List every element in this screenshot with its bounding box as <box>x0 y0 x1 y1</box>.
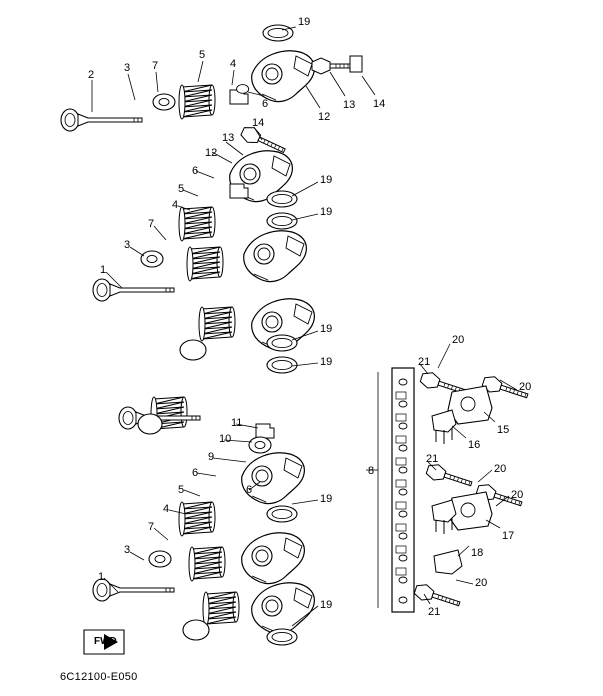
camshaft-rail-8 <box>366 368 414 612</box>
callout-6: 6 <box>262 98 269 110</box>
callout-21c: 21 <box>428 606 441 618</box>
callout-18: 18 <box>471 547 484 559</box>
callout-19c: 19 <box>320 206 333 218</box>
fwd-label-box <box>82 629 126 655</box>
callout-14: 14 <box>373 98 386 110</box>
callout-7b: 7 <box>148 218 155 230</box>
callout-11: 11 <box>231 417 243 429</box>
callout-4b: 4 <box>172 199 179 211</box>
callout-13b: 13 <box>222 132 235 144</box>
callout-4c: 4 <box>163 503 170 515</box>
callout-1b: 1 <box>98 571 105 583</box>
callout-10: 10 <box>219 433 232 445</box>
fwd-label: FWD <box>94 636 117 647</box>
callout-14b: 14 <box>252 117 265 129</box>
callout-15: 15 <box>497 424 510 436</box>
callout-16: 16 <box>468 439 481 451</box>
callout-21b: 21 <box>426 453 439 465</box>
callout-20e: 20 <box>475 577 488 589</box>
callout-6d: 6 <box>246 484 253 496</box>
callout-1: 1 <box>100 264 107 276</box>
callout-13: 13 <box>343 99 356 111</box>
callout-4: 4 <box>230 58 237 70</box>
callout-20: 20 <box>452 334 465 346</box>
callout-20d: 20 <box>511 489 524 501</box>
callout-19e: 19 <box>320 356 333 368</box>
callout-3c: 3 <box>124 544 131 556</box>
callout-19d: 19 <box>320 323 333 335</box>
callout-5: 5 <box>199 49 206 61</box>
callout-8: 8 <box>368 465 375 477</box>
callout-21: 21 <box>418 356 431 368</box>
valve-assembly-1 <box>61 25 362 131</box>
callout-9: 9 <box>208 451 215 463</box>
callout-20c: 20 <box>494 463 507 475</box>
callout-5b: 5 <box>178 183 185 195</box>
callout-6b: 6 <box>192 165 199 177</box>
callout-5c: 5 <box>178 484 185 496</box>
callout-6c: 6 <box>192 467 199 479</box>
callout-19: 19 <box>298 16 311 28</box>
callout-12: 12 <box>318 111 331 123</box>
callout-3: 3 <box>124 62 131 74</box>
callout-2: 2 <box>88 69 95 81</box>
callout-12b: 12 <box>205 147 218 159</box>
part-number: 6C12100-E050 <box>60 671 138 683</box>
callout-20b: 20 <box>519 381 532 393</box>
callout-7: 7 <box>152 60 159 72</box>
holder-group-upper <box>419 370 530 444</box>
callout-19f: 19 <box>320 493 333 505</box>
callout-19b: 19 <box>320 174 333 186</box>
callout-7c: 7 <box>148 521 155 533</box>
callout-19g: 19 <box>320 599 333 611</box>
callout-3b: 3 <box>124 239 131 251</box>
callout-17: 17 <box>502 530 515 542</box>
valve-assembly-3 <box>93 397 314 645</box>
